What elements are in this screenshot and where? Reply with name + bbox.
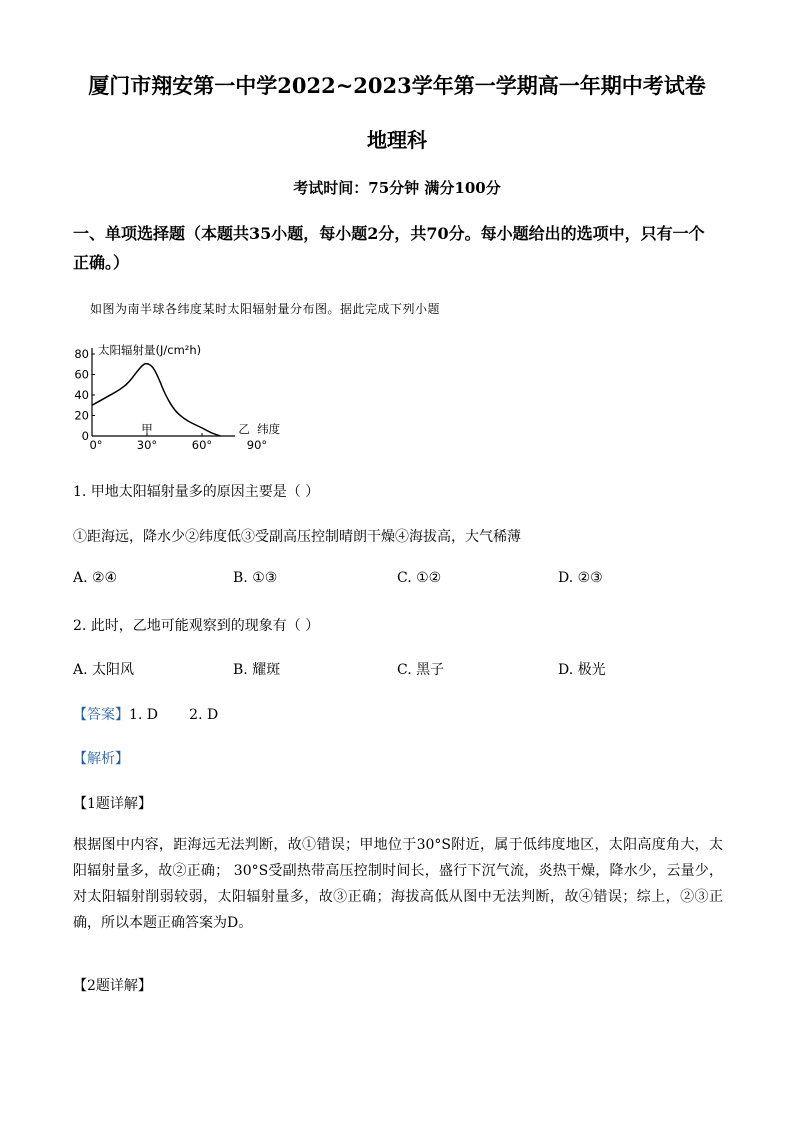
y-tick-label: 80	[74, 347, 89, 361]
x-tick-label: 60°	[191, 438, 213, 452]
q2-option-a: A. 太阳风	[73, 662, 135, 678]
analysis-label: 【解析】	[73, 751, 129, 767]
y-tick-label: 20	[74, 408, 89, 423]
detail2-label: 【2题详解】	[73, 978, 152, 994]
answer-values: 1. D 2. D	[129, 707, 219, 723]
x-tick-label: 90°	[246, 438, 268, 452]
chart-annotation: 乙	[238, 422, 250, 436]
question-intro: 如图为南半球各纬度某时太阳辐射量分布图。据此完成下列小题	[90, 302, 441, 316]
detail1-label: 【1题详解】	[73, 796, 152, 812]
chart-annotation: 甲	[141, 422, 153, 436]
q2-option-d: D. 极光	[558, 662, 606, 678]
section-heading-line1: 一、单项选择题（本题共35小题，每小题2分，共70分。每小题给出的选项中，只有一个	[73, 224, 705, 243]
q1-stem: 1. 甲地太阳辐射量多的原因主要是（ ）	[73, 484, 320, 500]
answer-label: 【答案】	[73, 707, 129, 723]
q1-option-d: D. ②③	[558, 570, 603, 586]
q1-statements: ①距海远，降水少②纬度低③受副高压控制晴朗干燥④海拔高，大气稀薄	[73, 529, 521, 545]
subject-title: 地理科	[367, 128, 427, 152]
x-tick-label: 30°	[136, 438, 158, 452]
x-tick-label: 0°	[89, 438, 103, 452]
q2-stem: 2. 此时，乙地可能观察到的现象有（ ）	[73, 618, 320, 634]
exam-info: 考试时间：75分钟 满分100分	[293, 179, 501, 197]
y-tick-label: 60	[74, 367, 89, 382]
q1-option-c: C. ①②	[397, 570, 442, 586]
detail1-text: 根据图中内容，距海远无法判断，故①错误；甲地位于30°S附近，属于低纬度地区，太阳高度角大，太阳辐射量多，故②正确； 30°S受副热带高压控制时间长，盛行下沉气流，炎热干燥，降水少，云量少，对太阳辐射削弱较弱，太阳辐射量多，故③正确；海拔高低从图中无法判断，故④错误；综上，②③正确，所以本题正确答案为D。	[73, 837, 723, 931]
q2-option-b: B. 耀斑	[233, 662, 281, 678]
y-tick-label: 0	[81, 429, 89, 443]
exam-title: 厦门市翔安第一中学2022~2023学年第一学期高一年期中考试卷	[88, 73, 706, 98]
y-tick-label: 40	[74, 388, 89, 402]
y-axis-label: 太阳辐射量(J/cm²h)	[98, 343, 202, 357]
answer-line	[73, 704, 218, 724]
q2-option-c: C. 黑子	[397, 662, 445, 678]
x-axis-label: 纬度	[257, 422, 281, 436]
section-heading-line2: 正确。）	[73, 253, 130, 272]
q1-option-b: B. ①③	[233, 570, 278, 586]
series-line	[92, 364, 220, 436]
radiation-chart	[70, 338, 285, 456]
q1-option-a: A. ②④	[73, 570, 118, 586]
